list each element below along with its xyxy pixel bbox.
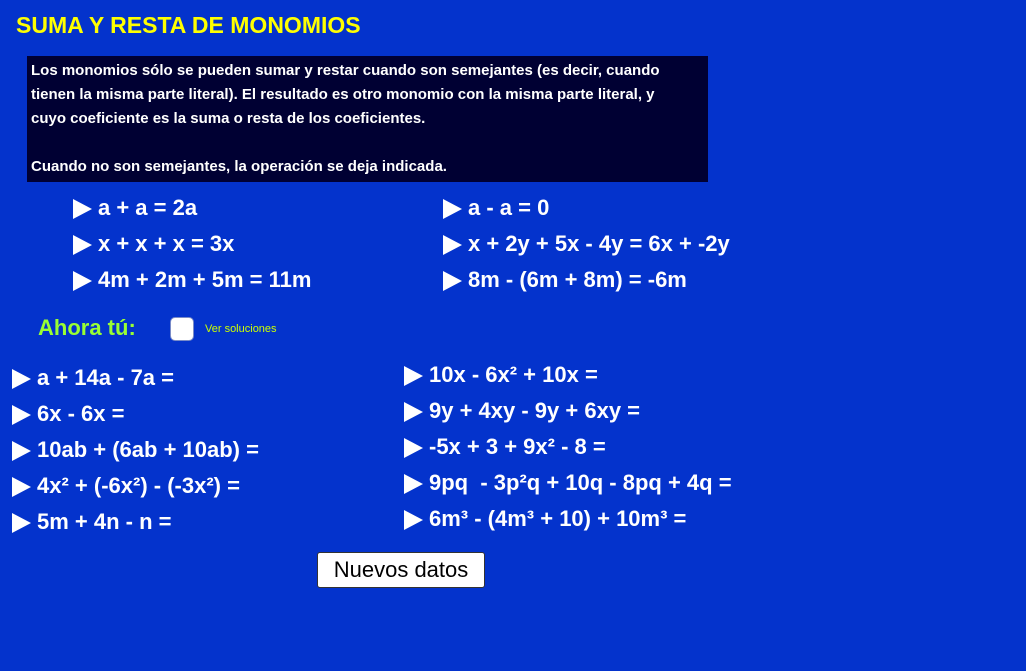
example-text: 8m - (6m + 8m) = -6m [468, 267, 687, 292]
example-item [443, 231, 730, 257]
exercise-text: -5x + 3 + 9x² - 8 = [429, 434, 606, 459]
exercise-item [404, 362, 598, 388]
exercise-item [404, 506, 686, 532]
play-arrow-icon [443, 271, 462, 291]
exercise-text: 6x - 6x = [37, 401, 125, 426]
info-line: Cuando no son semejantes, la operación se deja indicada. [31, 158, 447, 175]
example-item [443, 267, 687, 293]
play-arrow-icon [12, 513, 31, 533]
exercise-text: a + 14a - 7a = [37, 365, 174, 390]
play-arrow-icon [443, 199, 462, 219]
info-line: Los monomios sólo se pueden sumar y restar cuando son semejantes (es decir, cuando [31, 62, 660, 79]
example-item [73, 231, 234, 257]
exercise-text: 6m³ - (4m³ + 10) + 10m³ = [429, 506, 687, 531]
practice-prompt: Ahora tú: [38, 315, 136, 340]
info-line: tienen la misma parte literal). El resultado es otro monomio con la misma parte literal, y [31, 86, 655, 103]
example-item [443, 195, 549, 221]
exercise-text: 10ab + (6ab + 10ab) = [37, 437, 259, 462]
info-box [27, 56, 708, 182]
exercise-item [12, 473, 240, 499]
play-arrow-icon [443, 235, 462, 255]
exercise-item [404, 470, 732, 496]
play-arrow-icon [12, 477, 31, 497]
new-data-button[interactable]: Nuevos datos [317, 552, 485, 588]
play-arrow-icon [404, 366, 423, 386]
exercise-text: 5m + 4n - n = [37, 509, 172, 534]
show-solutions-label[interactable]: Ver soluciones [205, 323, 277, 335]
play-arrow-icon [12, 441, 31, 461]
exercise-item [12, 509, 172, 535]
exercise-text: 9y + 4xy - 9y + 6xy = [429, 398, 641, 423]
page-title: SUMA Y RESTA DE MONOMIOS [16, 12, 361, 38]
example-item [73, 195, 197, 221]
play-arrow-icon [73, 235, 92, 255]
exercise-text: 4x² + (-6x²) - (-3x²) = [37, 473, 240, 498]
play-arrow-icon [404, 402, 423, 422]
play-arrow-icon [73, 199, 92, 219]
exercise-item [12, 437, 259, 463]
play-arrow-icon [404, 474, 423, 494]
example-text: 4m + 2m + 5m = 11m [98, 267, 312, 292]
exercise-item [404, 434, 606, 460]
show-solutions-checkbox[interactable] [170, 317, 194, 341]
example-text: a - a = 0 [468, 195, 550, 220]
play-arrow-icon [12, 369, 31, 389]
example-item [73, 267, 311, 293]
example-text: x + x + x = 3x [98, 231, 235, 256]
exercise-item [404, 398, 640, 424]
example-text: x + 2y + 5x - 4y = 6x + -2y [468, 231, 730, 256]
play-arrow-icon [404, 510, 423, 530]
example-text: a + a = 2a [98, 195, 198, 220]
exercise-item [12, 401, 124, 427]
play-arrow-icon [404, 438, 423, 458]
play-arrow-icon [12, 405, 31, 425]
exercise-text: 10x - 6x² + 10x = [429, 362, 598, 387]
exercise-item [12, 365, 174, 391]
info-line-blank [31, 131, 704, 155]
info-line: cuyo coeficiente es la suma o resta de los coeficientes. [31, 110, 426, 127]
play-arrow-icon [73, 271, 92, 291]
exercise-text: 9pq - 3p²q + 10q - 8pq + 4q = [429, 470, 732, 495]
